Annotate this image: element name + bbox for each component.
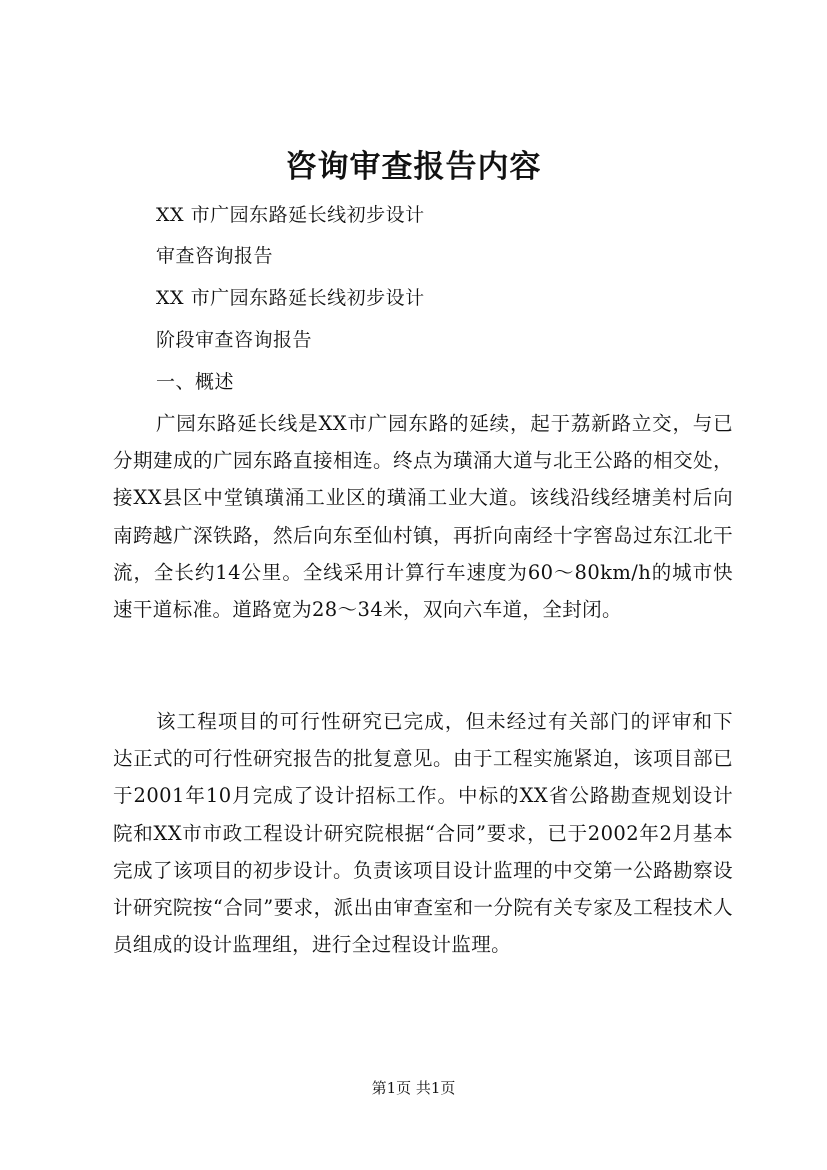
body-paragraph: 该工程项目的可行性研究已完成，但未经过有关部门的评审和下达正式的可行性研究报告的批复意见。由于工程实施紧迫，该项目部已于2001年10月完成了设计招标工作。中标的XX省公路勘查规划设计院和XX市市政工程设计研究院根据“合同”要求，已于2002年2月基本完成了该项目的初步设计。负责该项目设计监理的中交第一公路勘察设计研究院按“合同”要求，派出由审查室和一分院有关专家及工程技术人员组成的设计监理组，进行全过程设计监理。 xyxy=(113,710,733,957)
heading-line: XX 市广园东路延长线初步设计 xyxy=(156,287,425,309)
heading-line: 阶段审查咨询报告 xyxy=(156,329,313,351)
document-title: 咨询审查报告内容 xyxy=(285,149,542,185)
heading-line: XX 市广园东路延长线初步设计 xyxy=(156,204,425,226)
section-heading: 一、概述 xyxy=(156,371,235,393)
heading-line: 审查咨询报告 xyxy=(156,245,274,267)
body-paragraph: 广园东路延长线是XX市广园东路的延续，起于荔新路立交，与已分期建成的广园东路直接相连。终点为璜涌大道与北王公路的相交处，接XX县区中堂镇璜涌工业区的璜涌工业大道。该线沿线经塘美村后向南跨越广深铁路，然后向东至仙村镇，再折向南经十字窖岛过东江北干流，全长约14公里。全线采用计算行车速度为60～80km/h的城市快速干道标准。道路宽为28～34米，双向六车道，全封闭。 xyxy=(113,412,733,622)
page-footer: 第1页 共1页 xyxy=(371,1079,456,1097)
